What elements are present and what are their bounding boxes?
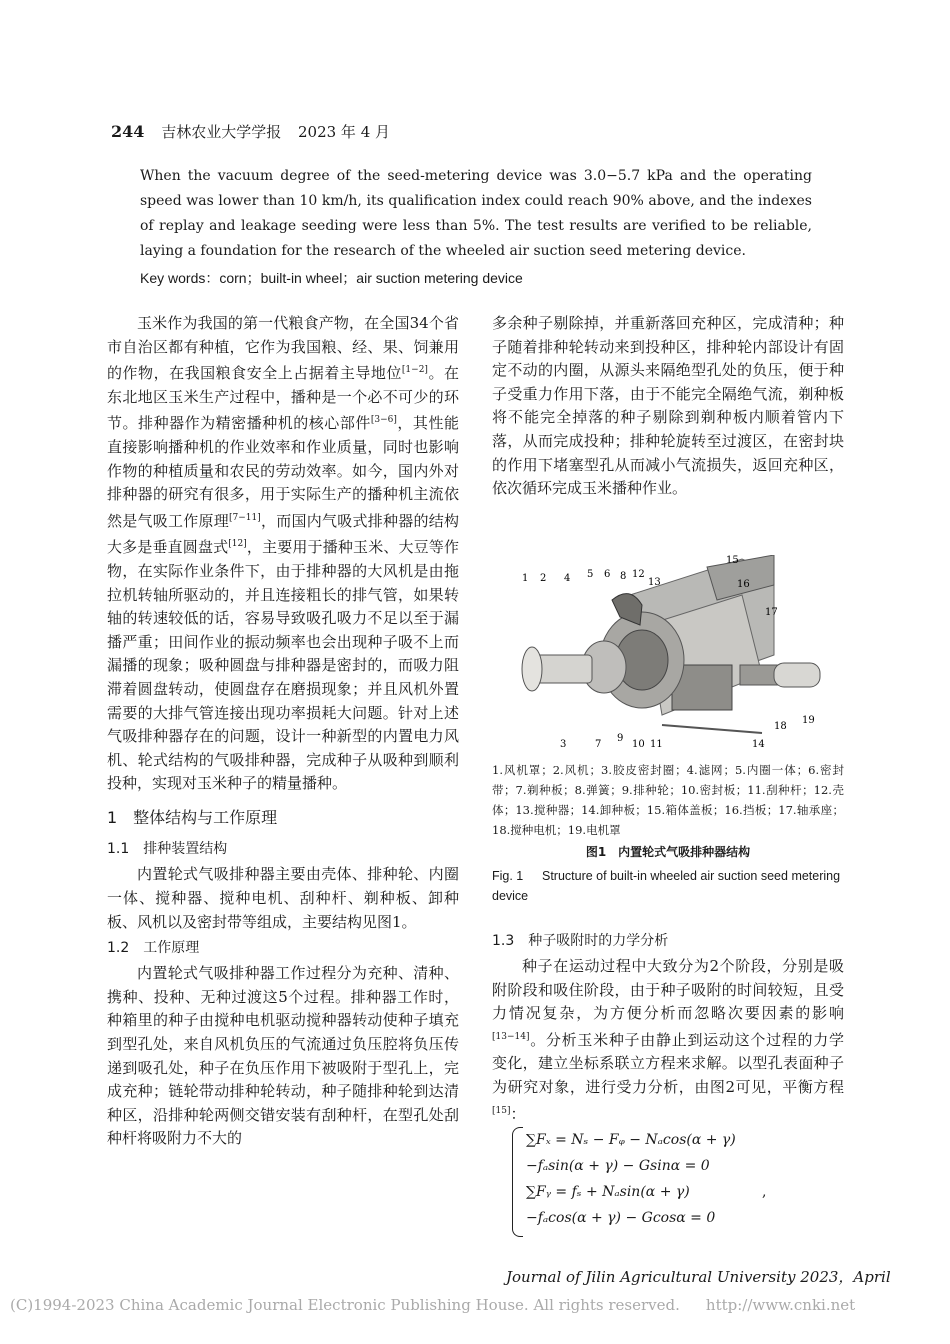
citation[interactable]: [7−11]: [229, 512, 261, 523]
copyright-line: [10, 1296, 940, 1314]
section-1-3: [492, 927, 844, 1126]
figure-label: 10: [632, 739, 645, 750]
figure-label: 12: [632, 569, 645, 580]
figure-label: 14: [752, 739, 765, 750]
figure-label: 1: [522, 573, 529, 584]
figure-1-title-en: [492, 866, 844, 906]
equation-line: ∑Fₓ = Nₛ − Fᵩ − Nₐcos(α + γ): [526, 1132, 736, 1148]
figure-1-legend: 1.风机罩；2.风机；3.胶皮密封圈；4.滤网；5.内圈一体；6.密封带；7.剃种板；8.弹簧；9.排种轮；10.密封板；11.刮种杆；12.壳体；13.搅种器；14.卸种板；15.箱体盖板；16.挡板；17.轴承座；18.搅种电机；19.电机罩: [492, 763, 844, 837]
figure-label: 13: [648, 577, 661, 588]
issue-date: 2023 年 4 月: [297, 123, 391, 141]
copyright-text: (C)1994-2023 China Academic Journal Electronic Publishing House. All rights reserved.: [10, 1296, 680, 1314]
figure-label: 3: [560, 739, 567, 750]
keywords-label: Key words：: [140, 270, 220, 286]
cnki-url[interactable]: http://www.cnki.net: [705, 1296, 856, 1314]
section-heading-1: 1 整体结构与工作原理: [107, 807, 278, 827]
figure-label: 18: [774, 721, 787, 732]
figure-label: 17: [765, 607, 778, 618]
equation-comma: ,: [762, 1184, 767, 1200]
citation[interactable]: [13−14]: [492, 1031, 530, 1042]
equation-line: −fₐcos(α + γ) − Gcosα = 0: [526, 1210, 716, 1226]
equilibrium-equations: [512, 1127, 812, 1231]
section-1-3-text: 种子在运动过程中大致分为2个阶段，分别是吸附阶段和吸住阶段，由于种子吸附的时间较短，且受力情况复杂，为方便分析而忽略次要因素的影响[13−14]。分析玉米种子由静止到运动这个过程的力学变化，建立坐标系联立方程来求解。以型孔表面种子为研究对象，进行受力分析，由图2可见，平衡方程[15]：: [492, 957, 844, 1123]
figure-label: 9: [617, 733, 624, 744]
citation[interactable]: [12]: [228, 539, 247, 550]
citation[interactable]: [15]: [492, 1105, 511, 1116]
citation[interactable]: [1−2]: [401, 365, 428, 376]
right-column-text: [492, 312, 844, 548]
running-header: [111, 121, 390, 142]
left-column: [107, 312, 459, 1151]
section-heading-1-1: 1.1 排种装置结构: [107, 841, 228, 858]
figure-label: 2: [540, 573, 547, 584]
figure-title-en-text: Structure of built-in wheeled air suction seed metering device: [492, 869, 841, 903]
figure-1-title-cn: 图1 内置轮式气吸排种器结构: [585, 845, 751, 859]
figure-label: 8: [620, 571, 627, 582]
section-1-1-text: 内置轮式气吸排种器主要由壳体、排种轮、内圈一体、搅种器、搅种电机、刮种杆、剃种板、卸种板、风机以及密封带等组成，主要结构见图1。: [107, 865, 459, 931]
figure-label-en: Fig. 1: [492, 869, 524, 883]
section-1-2-text: 内置轮式气吸排种器工作过程分为充种、清种、携种、投种、无种过渡这5个过程。排种器工作时，种箱里的种子由搅种电机驱动搅种器转动使种子填充到型孔处，来自风机负压的气流通过负压腔将负压传递到吸孔处，种子在负压作用下被吸附于型孔上，完成充种；链轮带动排种轮转动，种子随排种轮到达清种区，沿排种轮两侧交错安装有刮种杆，在型孔处刮种杆将吸附力不大的: [107, 964, 459, 1148]
section-heading-1-2: 1.2 工作原理: [107, 940, 200, 957]
figure-label: 4: [564, 573, 571, 584]
equation-brace: [512, 1127, 523, 1237]
equation-line: ∑Fᵧ = fₛ + Nₐsin(α + γ): [526, 1184, 690, 1200]
page-number: 244: [111, 122, 145, 141]
figure-label: 16: [737, 579, 750, 590]
equation-line: −fₐsin(α + γ) − Gsinα = 0: [526, 1158, 710, 1174]
figure-label: 19: [802, 715, 815, 726]
journal-name: 吉林农业大学学报: [161, 123, 282, 141]
abstract-tail: When the vacuum degree of the seed-metering device was 3.0−5.7 kPa and the operating speed was lower than 10 km/h, its qualification index could reach 90% above, and the indexes of replay and leakage seeding were less than 5%. The test results are verified to be reliable, laying a foundation for the research of the wheeled air suction seed metering device.: [140, 168, 812, 259]
figure-label: 6: [604, 569, 611, 580]
figure-label: 7: [595, 739, 602, 750]
section-heading-1-3: 1.3 种子吸附时的力学分析: [492, 933, 669, 949]
figure-label: 15: [726, 555, 739, 566]
figure-label: 5: [587, 569, 594, 580]
intro-paragraph: 玉米作为我国的第一代粮食产物，在全国34个省市自治区都有种植，它作为我国粮、经、果、饲兼用的作物，在我国粮食安全上占据着主导地位[1−2]。在东北地区玉米生产过程中，播种是一个必不可少的环节。排种器作为精密播种机的核心部件[3−6]，其性能直接影响播种机的作业效率和作业质量，同时也影响作物的种植质量和农民的劳动效率。如今，国内外对排种器的研究有很多，用于实际生产的播种机主流依然是气吸工作原理[7−11]，而国内气吸式排种器的结构大多是垂直圆盘式[12]，主要用于播种玉米、大豆等作物，在实际作业条件下，由于排种器的大风机是由拖拉机转轴所驱动的，并且连接粗长的排气管，如果转轴的转速较低的话，容易导致吸孔吸力不足以至于漏播严重；田间作业的振动频率也会出现种子吸不上而漏播的现象；吸种圆盘与排种器是密封的，而吸力阻滞着圆盘转动，使圆盘存在磨损现象；并且风机外置需要的大排气管连接出现功率损耗大问题。针对上述气吸排种器存在的问题，设计一种新型的内置电力风机、轮式结构的气吸排种器，完成种子从吸种到顺利投种，实现对玉米种子的精量播种。: [107, 314, 459, 793]
figure-label: 11: [650, 739, 663, 750]
continued-paragraph: 多余种子剔除掉，并重新落回充种区，完成清种；种子随着排种轮转动来到投种区，排种轮内部设计有固定不动的内圈，从源头来隔绝型孔处的负压，便于种子受重力作用下落，由于不能完全隔绝气流，剃种板将不能完全掉落的种子剔除到剃种板内顺着管内下落，从而完成投种；排种轮旋转至过渡区，在密封块的作用下堵塞型孔从而减小气流损失，返回充种区，依次循环完成玉米播种作业。: [492, 314, 844, 498]
citation[interactable]: [3−6]: [370, 415, 397, 426]
figure-1-callouts: [512, 555, 824, 753]
keywords: [140, 268, 523, 288]
journal-footer-en: Journal of Jilin Agricultural University 2023，April: [506, 1268, 891, 1286]
keywords-text: corn；built-in wheel；air suction metering device: [219, 270, 523, 286]
